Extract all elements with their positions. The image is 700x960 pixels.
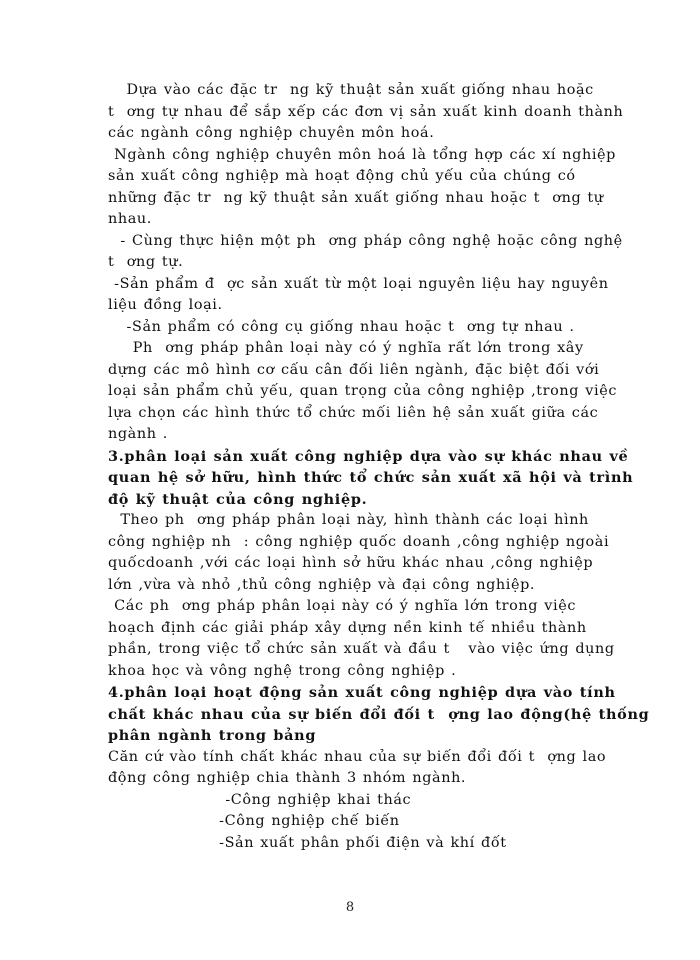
section-heading-line: 4.phân loại hoạt động sản xuất công nghiệp dựa vào tính [108, 684, 616, 701]
bullet-line: liệu đồng loại. [108, 297, 223, 313]
paragraph-line: công nghiệp nh : công nghiệp quốc doanh ,công nghiệp ngoài [108, 533, 610, 550]
paragraph-line: các ngành công nghiệp chuyên môn hoá. [108, 125, 435, 141]
list-item: -Sản xuất phân phối điện và khí đốt [108, 834, 507, 851]
paragraph-line: phần, trong việc tổ chức sản xuất và đầu t vào việc ứng dụng [108, 641, 615, 657]
section-heading-line: quan hệ sở hữu, hình thức tổ chức sản xuất xã hội và trình [108, 469, 634, 486]
bullet-line: - Cùng thực hiện một ph ơng pháp công nghệ hoặc công nghệ [108, 232, 623, 249]
section-heading-line: phân ngành trong bảng [108, 727, 317, 744]
section-heading-line: 3.phân loại sản xuất công nghiệp dựa vào sự khác nhau về [108, 447, 629, 465]
paragraph-line: Ph ơng pháp phân loại này có ý nghĩa rất lớn trong xây [108, 340, 584, 356]
page-number: 8 [345, 900, 355, 915]
paragraph-line: lựa chọn các hình thức tổ chức mối liên hệ sản xuất giữa các [108, 404, 599, 421]
paragraph-line: hoạch định các giải pháp xây dựng nền kinh tế nhiều thành [108, 619, 587, 636]
paragraph-line: dựng các mô hình cơ cấu cân đối liên ngành, đặc biệt đối với [108, 361, 600, 378]
paragraph-line: những đặc tr ng kỹ thuật sản xuất giống nhau hoặc t ơng tự [108, 189, 604, 206]
paragraph-line: quốcdoanh ,với các loại hình sở hữu khác nhau ,công nghiệp [108, 555, 594, 571]
bullet-line: -Sản phẩm đ ợc sản xuất từ một loại nguyên liệu hay nguyên [108, 275, 609, 292]
paragraph-line: Ngành công nghiệp chuyên môn hoá là tổng hợp các xí nghiệp [108, 146, 616, 163]
paragraph-line: Dựa vào các đặc tr ng kỹ thuật sản xuất giống nhau hoặc [108, 82, 594, 98]
list-item: -Công nghiệp khai thác [108, 791, 412, 808]
paragraph-line: Căn cứ vào tính chất khác nhau của sự biến đổi đối t ợng lao [108, 748, 607, 765]
paragraph-line: t ơng tự nhau để sắp xếp các đơn vị sản xuất kinh doanh thành [108, 103, 624, 120]
section-heading-line: chất khác nhau của sự biến đổi đối t ợng lao động(hệ thống [108, 705, 650, 723]
paragraph-line: nhau. [108, 211, 152, 227]
body-text [108, 80, 650, 854]
paragraph-line: ngành . [108, 426, 168, 442]
list-item: -Công nghiệp chế biến [108, 813, 400, 829]
paragraph-line: Các ph ơng pháp phân loại này có ý nghĩa lớn trong việc [108, 598, 576, 614]
paragraph-line: loại sản phẩm chủ yếu, quan trọng của công nghiệp ,trong việc [108, 383, 617, 399]
section-heading-line: độ kỹ thuật của công nghiệp. [108, 490, 368, 508]
paragraph-line: khoa học và vông nghệ trong công nghiệp . [108, 662, 457, 679]
bullet-line: -Sản phẩm có công cụ giống nhau hoặc t ơng tự nhau . [108, 318, 575, 335]
bullet-line: t ơng tự. [108, 254, 184, 270]
paragraph-line: sản xuất công nghiệp mà hoạt động chủ yếu của chúng có [108, 168, 576, 184]
paragraph-line: lớn ,vừa và nhỏ ,thủ công nghiệp và đại công nghiệp. [108, 576, 536, 593]
paragraph-line: động công nghiệp chia thành 3 nhóm ngành. [108, 770, 467, 786]
paragraph-line: Theo ph ơng pháp phân loại này, hình thành các loại hình [108, 512, 589, 528]
